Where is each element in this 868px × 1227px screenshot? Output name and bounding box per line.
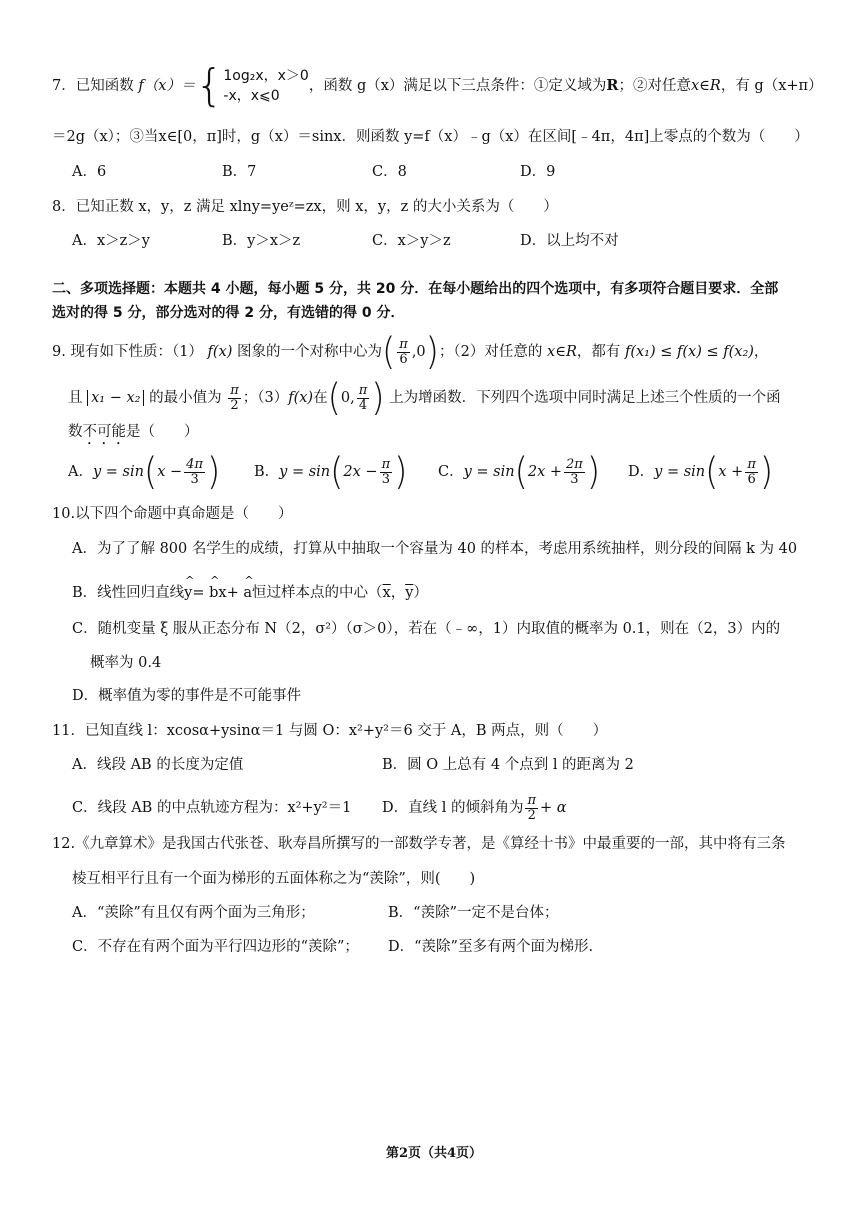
q9-int-den: 4 bbox=[358, 397, 368, 413]
q10-b-end: ） bbox=[413, 585, 428, 601]
q9-int-num: π bbox=[358, 382, 368, 398]
q9-option-b-open: ( bbox=[330, 450, 344, 494]
page-footer: 第2页（共4页） bbox=[385, 1146, 483, 1161]
q10-b-yhat: ^ y bbox=[184, 582, 192, 604]
q10-b-eq: = bbox=[192, 585, 210, 601]
q7-option-a: A．6 bbox=[72, 164, 107, 180]
q8-option-a: A．x＞z＞y bbox=[72, 233, 150, 249]
q11-options-row2 bbox=[72, 788, 830, 828]
q9-option-c-label: C． bbox=[438, 464, 464, 480]
q9-text-d: ，都有 bbox=[576, 344, 621, 360]
q9-option-d-num: π bbox=[747, 456, 756, 472]
q7-stem-e: ＝2g（x）；③当 bbox=[52, 129, 159, 145]
q7-stem-c: ；②对任意 bbox=[618, 78, 691, 94]
q9-option-b-pre: y = sin bbox=[279, 464, 331, 480]
q9-int-frac bbox=[357, 384, 370, 413]
q9-number: 9. bbox=[52, 344, 66, 360]
q11-option-b: B．圆 O 上总有 4 个点到 l 的距离为 2 bbox=[382, 757, 634, 773]
q7-number: 7． bbox=[52, 78, 76, 94]
q10-b-sep: ， bbox=[390, 585, 406, 601]
q9-paren-close: ) bbox=[425, 330, 439, 374]
q7-piecewise bbox=[223, 66, 308, 106]
q10-b-pre: B．线性回归直线 bbox=[72, 585, 185, 601]
q12-options-row2 bbox=[72, 936, 830, 958]
q11-d-post: + α bbox=[540, 800, 567, 816]
q9-option-c-frac bbox=[564, 458, 585, 487]
q7-options bbox=[72, 161, 830, 183]
q9-int-open: ( bbox=[327, 376, 341, 420]
q9-text-e: ， bbox=[753, 344, 769, 360]
q7-stem-f: 时，g（x）＝sinx．则函数 y=f（x）﹣g（x）在区间[﹣4π，4π]上零点的个数为（ ） bbox=[221, 129, 809, 145]
q9-option-b-frac bbox=[380, 458, 393, 487]
q7-stem-a: 已知函数 bbox=[75, 78, 134, 94]
q9-option-a-num: 4π bbox=[186, 456, 203, 472]
q9-absval: x₁ − x₂ bbox=[87, 390, 144, 406]
q9-option-d-label: D． bbox=[628, 464, 655, 480]
q9-option-c-close: ) bbox=[586, 450, 601, 494]
q7-option-d: D．9 bbox=[520, 164, 556, 180]
q9-option-b-den: 3 bbox=[381, 471, 390, 487]
q9-option-d bbox=[628, 450, 773, 494]
q9-option-d-close: ) bbox=[759, 450, 774, 494]
q9-text-h: ；（3） bbox=[242, 390, 289, 406]
section2-line2: 选对的得 5 分，部分选对的得 2 分，有选错的得 0 分． bbox=[52, 305, 405, 321]
q9-option-b-label: B． bbox=[254, 464, 280, 480]
q9-option-d-inner: x + bbox=[718, 464, 744, 480]
q12-line2: 棱互相平行且有一个面为梯形的五面体称之为“羡除”，则( ) bbox=[72, 871, 476, 887]
q9-x-in: x∈R bbox=[547, 344, 577, 360]
q9-option-a-pre: y = sin bbox=[92, 464, 144, 480]
q8-option-b: B．y＞x＞z bbox=[222, 233, 301, 249]
q9-line2 bbox=[68, 378, 830, 418]
q9-option-c-den: 3 bbox=[570, 471, 579, 487]
q10-number: 10. bbox=[52, 506, 76, 522]
q9-option-c-num: 2π bbox=[566, 456, 583, 472]
q12-option-c: C．不存在有两个面为平行四边形的“羡除”； bbox=[72, 939, 359, 955]
q10-option-c-line1: C．随机变量 ξ 服从正态分布 N（2，σ²）（σ＞0），若在（﹣∞，1）内取值的概率为 0.1，则在（2，3）内的 bbox=[72, 621, 781, 637]
q9-text-g: 的最小值为 bbox=[149, 390, 222, 406]
q9-option-a-den: 3 bbox=[190, 471, 199, 487]
q7-brace: { bbox=[195, 60, 224, 111]
q9-min-num: π bbox=[230, 382, 239, 398]
q9-text-f: 且 bbox=[68, 390, 83, 406]
q9-inequality: f(x₁) ≤ f(x) ≤ f(x₂) bbox=[624, 344, 754, 360]
q11-option-a: A．线段 AB 的长度为定值 bbox=[72, 757, 244, 773]
q9-text-b: 图象的一个对称中心为 bbox=[237, 344, 383, 360]
q7-line2 bbox=[52, 126, 830, 148]
q9-option-c-pre: y = sin bbox=[463, 464, 515, 480]
q11-d-pre: D．直线 l 的倾斜角为 bbox=[382, 800, 524, 816]
q7-piece1: 1og₂x，x＞0 bbox=[223, 68, 309, 84]
q9-line1 bbox=[52, 332, 830, 372]
q11-option-c: C．线段 AB 的中点轨迹方程为：x²+y²＝1 bbox=[72, 800, 352, 816]
q9-fx3: f(x) bbox=[288, 390, 314, 406]
q9-min-den: 2 bbox=[230, 397, 239, 413]
q9-text-a: 现有如下性质：（1） bbox=[70, 344, 203, 360]
q9-option-c-open: ( bbox=[514, 450, 528, 494]
q9-text-k-pre: 数 bbox=[68, 424, 83, 440]
q9-text-c: ；（2）对任意的 bbox=[438, 344, 543, 360]
q7-option-c: C．8 bbox=[372, 164, 407, 180]
q10-b-ahat: ^ a bbox=[243, 582, 252, 604]
q10-stem-text: 以下四个命题中真命题是（ ） bbox=[75, 506, 293, 522]
q12-number: 12. bbox=[52, 836, 76, 852]
q10-b-post: 恒过样本点的中心（ bbox=[252, 585, 383, 601]
q7-fx: f（x）＝ bbox=[138, 78, 196, 94]
q9-option-b-close: ) bbox=[394, 450, 408, 494]
q9-emphasis: 不可能 bbox=[82, 424, 126, 440]
q11-stem-text: 已知直线 l：xcosα+ysinα＝1 与圆 O：x²+y²＝6 交于 A，B 两点，则（ ） bbox=[84, 723, 608, 739]
q10-option-d: D．概率值为零的事件是不可能事件 bbox=[72, 688, 302, 704]
q9-fx: f(x) bbox=[207, 344, 233, 360]
q8-options bbox=[72, 230, 830, 252]
q9-text-k-post: 是（ ） bbox=[126, 424, 199, 440]
q11-stem bbox=[52, 720, 830, 742]
q11-option-d bbox=[382, 788, 567, 828]
q9-min-frac bbox=[228, 384, 241, 413]
q9-option-a-frac bbox=[184, 458, 205, 487]
q9-int-a: 0, bbox=[340, 390, 355, 406]
q7-piece2: -x，x⩽0 bbox=[223, 88, 280, 104]
section2-line1: 二、多项选择题：本题共 4 小题，每小题 5 分，共 20 分．在每小题给出的四个选项中，有多项符合题目要求．全部 bbox=[52, 281, 779, 297]
q9-option-a bbox=[68, 450, 254, 494]
q9-int-close: ) bbox=[371, 376, 385, 420]
q7-line1 bbox=[52, 62, 830, 110]
q9-option-a-close: ) bbox=[207, 450, 221, 494]
q8-stem-text: 已知正数 x，y，z 满足 xlny=yeᶻ=zx，则 x，y，z 的大小关系为（ ） bbox=[75, 199, 558, 215]
q11-d-den: 2 bbox=[527, 807, 536, 823]
q9-option-d-frac bbox=[745, 458, 758, 487]
q12-line1-text: 《九章算术》是我国古代张苍、耿寿昌所撰写的一部数学专著，是《算经十书》中最重要的一部，其中将有三条 bbox=[75, 836, 786, 852]
q9-option-a-open: ( bbox=[143, 450, 158, 494]
q10-option-c-line2: 概率为 0.4 bbox=[90, 655, 162, 671]
q10-b-bhat: ^ b bbox=[209, 582, 218, 604]
q7-stem-d: ，有 g（x+π） bbox=[720, 78, 823, 94]
q10-option-b bbox=[72, 582, 830, 604]
q10-b-ybar: $\overline{y}$ bbox=[405, 585, 414, 601]
q12-line1 bbox=[52, 833, 830, 855]
q9-center-tail: ,0 bbox=[411, 344, 426, 360]
q11-d-frac bbox=[525, 794, 538, 823]
q9-option-b-num: π bbox=[381, 456, 391, 472]
q12-option-d: D．“羡除”至多有两个面为梯形. bbox=[388, 939, 594, 955]
q11-options-row1 bbox=[72, 754, 830, 776]
q10-stem bbox=[52, 503, 830, 525]
q7-option-b: B．7 bbox=[222, 164, 257, 180]
q9-option-c bbox=[438, 450, 628, 494]
q10-option-a: A．为了了解 800 名学生的成绩，打算从中抽取一个容量为 40 的样本，考虑用系统抽样，则分段的间隔 k 为 40 bbox=[72, 541, 798, 557]
q8-option-d: D．以上均不对 bbox=[520, 233, 619, 249]
q9-option-d-pre: y = sin bbox=[654, 464, 706, 480]
q9-text-i: 在 bbox=[313, 390, 328, 406]
q8-option-c: C．x＞y＞z bbox=[372, 233, 451, 249]
q7-R: R bbox=[606, 77, 619, 94]
q8-stem bbox=[52, 196, 830, 218]
q12-options-row1 bbox=[72, 902, 830, 924]
q9-line3 bbox=[68, 421, 830, 448]
q10-b-xbar: $\overline{x}$ bbox=[382, 585, 391, 601]
q7-stem-b: ，函数 g（x）满足以下三点条件：①定义域为 bbox=[308, 78, 607, 94]
q9-text-j: 上为增函数．下列四个选项中同时满足上述三个性质的一个函 bbox=[389, 390, 781, 406]
q7-x-int: x∈[0，π] bbox=[158, 129, 222, 145]
q9-options bbox=[68, 450, 830, 494]
q9-option-b-inner: 2x − bbox=[343, 464, 378, 480]
q9-center-num: π bbox=[399, 336, 408, 352]
q9-option-a-label: A． bbox=[68, 464, 93, 480]
q12-option-b: B．“羡除”一定不是台体； bbox=[388, 905, 559, 921]
q9-center-den: 6 bbox=[399, 351, 408, 367]
q9-option-b bbox=[254, 450, 438, 494]
q9-paren-open: ( bbox=[382, 330, 396, 374]
q9-center-frac bbox=[397, 338, 410, 367]
q9-option-d-open: ( bbox=[705, 450, 719, 494]
q8-number: 8． bbox=[52, 199, 76, 215]
q12-option-a: A．“羡除”有且仅有两个面为三角形； bbox=[72, 905, 315, 921]
q11-d-num: π bbox=[527, 792, 537, 808]
q9-option-c-inner: 2x + bbox=[527, 464, 563, 480]
q7-x-in: x∈R bbox=[690, 78, 721, 94]
q11-number: 11． bbox=[52, 723, 85, 739]
q9-option-d-den: 6 bbox=[747, 471, 756, 487]
q10-b-mid: x+ bbox=[218, 585, 244, 601]
q9-option-a-inner: x − bbox=[157, 464, 183, 480]
